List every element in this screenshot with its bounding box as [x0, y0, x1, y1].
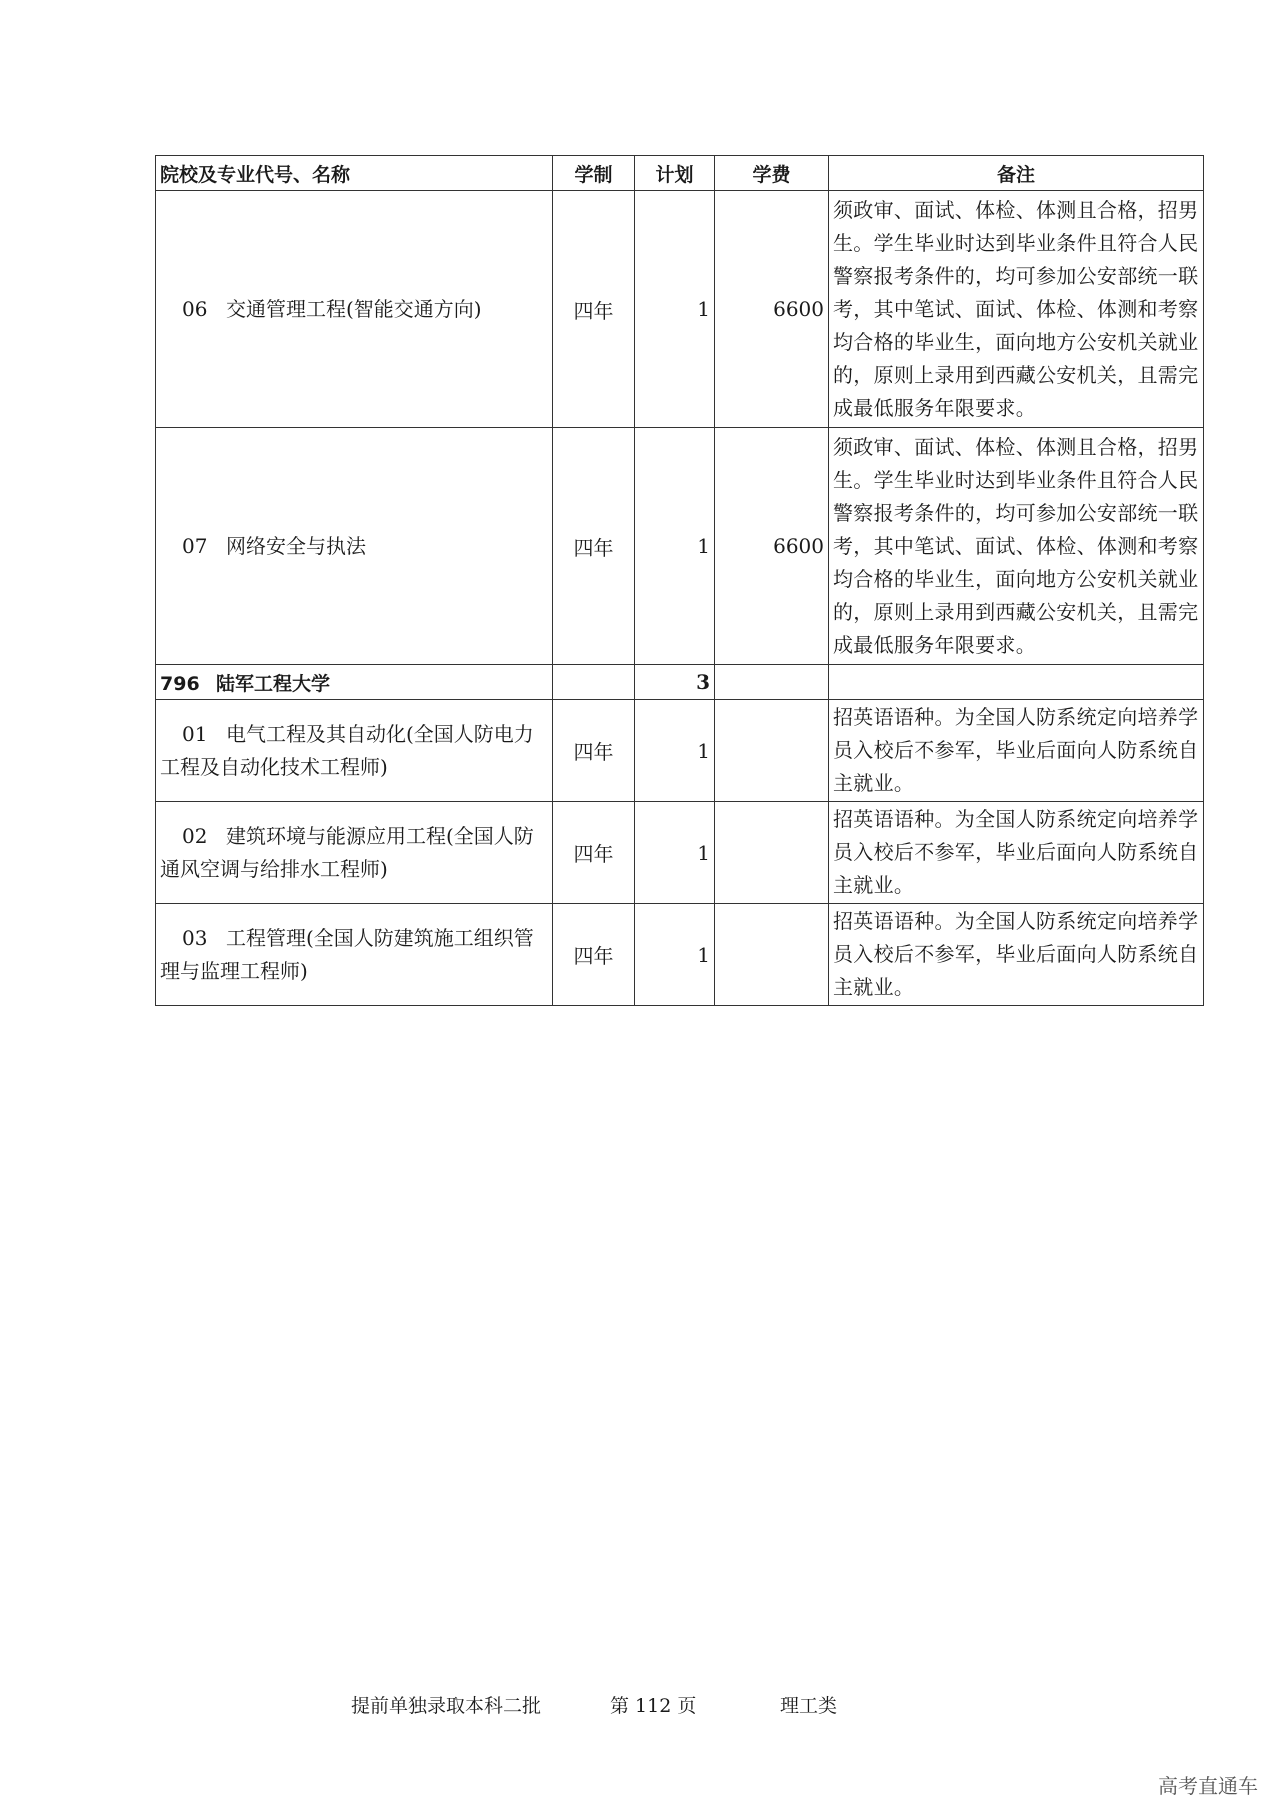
major-code: 01: [182, 721, 208, 746]
table-row: [156, 904, 1204, 1006]
major-name: 工程管理(全国人防建筑施工组织管理与监理工程师): [160, 925, 534, 983]
years-cell: 四年: [553, 700, 635, 802]
table-row: [156, 700, 1204, 802]
table-row: [156, 191, 1204, 428]
table-row: [156, 428, 1204, 665]
header-years: 学制: [553, 156, 635, 191]
note-cell: 须政审、面试、体检、体测且合格，招男生。学生毕业时达到毕业条件且符合人民警察报考条件的，均可参加公安部统一联考，其中笔试、面试、体检、体测和考察均合格的毕业生，面向地方公安机关就业的，原则上录用到西藏公安机关，且需完成最低服务年限要求。: [829, 428, 1204, 665]
footer-batch: 提前单独录取本科二批: [351, 1695, 542, 1717]
plan-cell: 1: [635, 700, 715, 802]
major-name: 交通管理工程(智能交通方向): [226, 297, 482, 321]
university-years-cell: [553, 665, 635, 700]
note-cell: 招英语语种。为全国人防系统定向培养学员入校后不参军，毕业后面向人防系统自主就业。: [829, 904, 1204, 1006]
watermark-text: 高考直通车: [1158, 1774, 1258, 1798]
fee-cell: 6600: [715, 191, 829, 428]
plan-cell: 1: [635, 191, 715, 428]
footer-category: 理工类: [780, 1695, 838, 1717]
major-name-cell: [156, 191, 553, 428]
major-name-cell: [156, 700, 553, 802]
years-cell: 四年: [553, 191, 635, 428]
university-fee-cell: [715, 665, 829, 700]
major-name-cell: [156, 904, 553, 1006]
fee-cell: [715, 904, 829, 1006]
header-note: 备注: [829, 156, 1204, 191]
university-code: 796: [160, 672, 200, 695]
plan-cell: 1: [635, 428, 715, 665]
fee-cell: [715, 802, 829, 904]
plan-cell: 1: [635, 802, 715, 904]
university-note-cell: [829, 665, 1204, 700]
header-fee: 学费: [715, 156, 829, 191]
years-cell: 四年: [553, 428, 635, 665]
major-code: 03: [182, 925, 208, 950]
footer-page-number: 第 112 页: [610, 1695, 697, 1717]
major-code: 02: [182, 823, 208, 848]
note-cell: 须政审、面试、体检、体测且合格，招男生。学生毕业时达到毕业条件且符合人民警察报考条件的，均可参加公安部统一联考，其中笔试、面试、体检、体测和考察均合格的毕业生，面向地方公安机关就业的，原则上录用到西藏公安机关，且需完成最低服务年限要求。: [829, 191, 1204, 428]
years-cell: 四年: [553, 802, 635, 904]
university-plan-cell: 3: [635, 665, 715, 700]
major-name: 网络安全与执法: [226, 534, 366, 558]
major-name: 电气工程及其自动化(全国人防电力工程及自动化技术工程师): [160, 721, 534, 779]
header-plan: 计划: [635, 156, 715, 191]
fee-cell: [715, 700, 829, 802]
fee-cell: 6600: [715, 428, 829, 665]
university-row: [156, 665, 1204, 700]
major-name-cell: [156, 802, 553, 904]
table-row: [156, 802, 1204, 904]
header-name: 院校及专业代号、名称: [156, 156, 553, 191]
major-name-cell: [156, 428, 553, 665]
enrollment-table: [155, 155, 1204, 1006]
note-cell: 招英语语种。为全国人防系统定向培养学员入校后不参军，毕业后面向人防系统自主就业。: [829, 700, 1204, 802]
plan-cell: 1: [635, 904, 715, 1006]
note-cell: 招英语语种。为全国人防系统定向培养学员入校后不参军，毕业后面向人防系统自主就业。: [829, 802, 1204, 904]
page-footer: [0, 1691, 1280, 1721]
table-header-row: [156, 156, 1204, 191]
major-name: 建筑环境与能源应用工程(全国人防通风空调与给排水工程师): [160, 823, 534, 881]
university-name-cell: [156, 665, 553, 700]
major-code: 07: [182, 534, 208, 558]
years-cell: 四年: [553, 904, 635, 1006]
major-code: 06: [182, 297, 208, 321]
university-name: 陆军工程大学: [216, 672, 331, 695]
